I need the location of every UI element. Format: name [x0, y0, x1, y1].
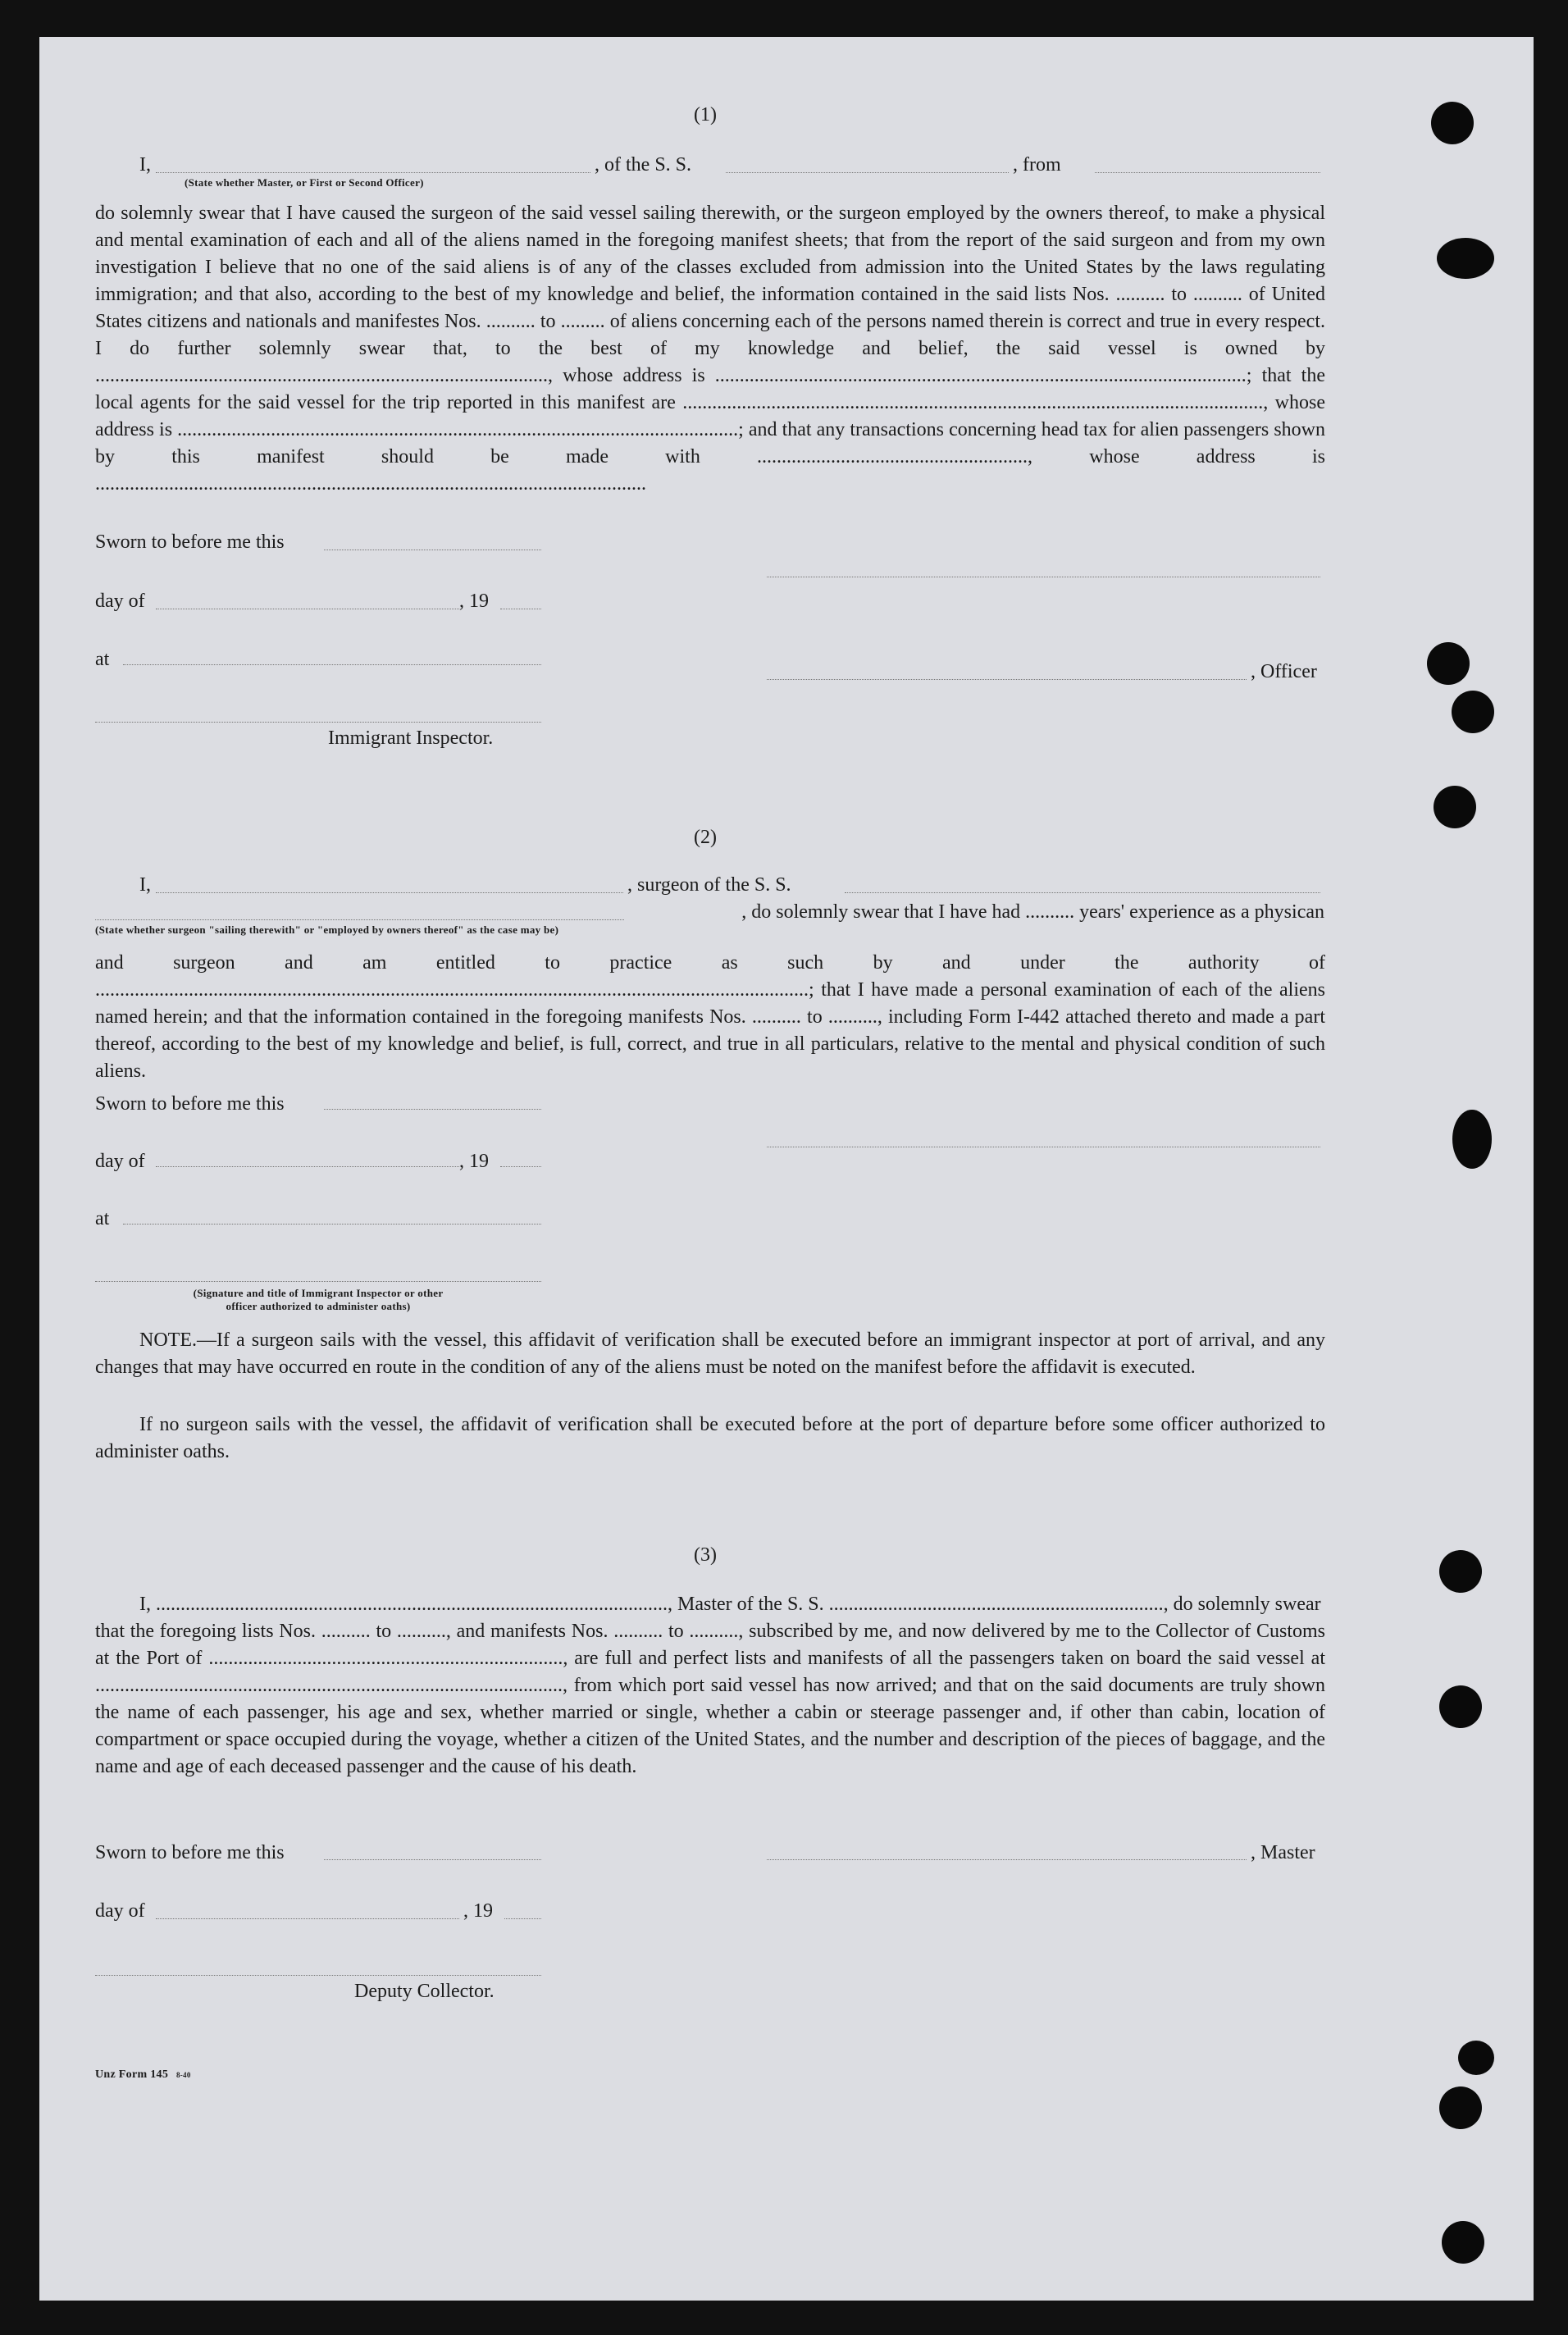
section-number: (2) — [694, 827, 717, 848]
at-label: at — [95, 1208, 110, 1229]
day-label: day of — [95, 1900, 145, 1922]
port-from-field[interactable] — [1095, 172, 1320, 173]
year-label: , 19 — [463, 1900, 493, 1922]
line-label: , surgeon of the S. S. — [627, 874, 791, 896]
inspector-signature-line[interactable] — [95, 1281, 541, 1282]
sworn-label: Sworn to before me this — [95, 1093, 285, 1115]
master-label: , Master — [1251, 1842, 1315, 1863]
field-note: (State whether Master, or First or Second Officer) — [185, 176, 424, 189]
sworn-label: Sworn to before me this — [95, 1842, 285, 1863]
form-name: Unz Form 145 — [95, 2068, 169, 2081]
officer-signature-line[interactable] — [767, 679, 1247, 680]
experience-line: , do solemnly swear that I have had .......... years' experience as a physican — [741, 901, 1324, 923]
section-number: (3) — [694, 1544, 717, 1566]
form-date: 8-40 — [175, 2071, 191, 2079]
year-field[interactable] — [500, 1166, 541, 1167]
signature-note: (Signature and title of Immigrant Inspector or other — [193, 1287, 444, 1299]
punch-hole — [1439, 1685, 1482, 1728]
surgeon-paragraph: and surgeon and am entitled to practice as such by and under the authority of .................................................................................................................................................; that I have made a personal examination of each of the aliens named herein; and that the information contained in the foregoing manifests Nos. .......... to .........., including Form I-442 attached thereto and made a part thereof, according to the best of my knowledge and belief, is full, correct, and true in all particulars, relative to the mental and physical condition of such aliens. — [95, 952, 1325, 1082]
day-field[interactable] — [156, 1166, 459, 1167]
officer-name-field[interactable] — [156, 172, 590, 173]
line-label: I, — [139, 154, 151, 176]
punch-hole — [1458, 2041, 1494, 2075]
punch-hole — [1439, 1550, 1482, 1593]
year-label: , 19 — [459, 591, 489, 612]
punch-hole — [1427, 642, 1470, 685]
surgeon-status-field[interactable] — [95, 919, 624, 920]
vessel-name-field[interactable] — [845, 892, 1320, 893]
vessel-name-field[interactable] — [726, 172, 1009, 173]
punch-hole — [1452, 691, 1494, 733]
collector-label: Deputy Collector. — [354, 1981, 495, 2002]
punch-hole — [1452, 1110, 1492, 1169]
master-line: I, ........................................................................................................, Master of the S. S. ...................................................................., do solemnly swear — [139, 1594, 1321, 1615]
place-field[interactable] — [123, 664, 541, 665]
signature-note: officer authorized to administer oaths) — [226, 1300, 411, 1312]
line-label: , from — [1013, 154, 1061, 176]
line-label: I, — [139, 874, 151, 896]
note-paragraph: If no surgeon sails with the vessel, the affidavit of verification shall be executed before at the port of departure before some officer authorized to administer oaths. — [95, 1414, 1325, 1462]
punch-hole — [1442, 2221, 1484, 2264]
master-paragraph: that the foregoing lists Nos. .......... to .........., and manifests Nos. .......... to .........., subscribed by me, and now delivered by me to the Collector of Customs at the Port of ........................................................................, are full and perfect lists and manifests of all the passengers taken on board the said vessel at ..............................................................................................., from which port said vessel has now arrived; and that on the said documents are truly shown the name of each passenger, his age and sex, whether married or single, whether a cabin or steerage passenger and, if other than cabin, location of compartment or space occupied during the voyage, whether a citizen of the United States, and the number and description of the pieces of baggage, and the name and age of each deceased passenger and the cause of his death. — [95, 1621, 1325, 1777]
line-label: , of the S. S. — [595, 154, 692, 176]
place-field[interactable] — [123, 1224, 541, 1225]
section-number: (1) — [694, 104, 717, 125]
officer-label: , Officer — [1251, 661, 1317, 682]
sworn-label: Sworn to before me this — [95, 531, 285, 553]
sworn-date-field[interactable] — [324, 1859, 541, 1860]
punch-hole — [1434, 786, 1476, 828]
punch-hole — [1431, 102, 1474, 144]
field-note: (State whether surgeon "sailing therewith" or "employed by owners thereof" as the case may be) — [95, 924, 559, 936]
master-signature-line[interactable] — [767, 1859, 1247, 1860]
year-field[interactable] — [504, 1918, 541, 1919]
day-label: day of — [95, 1151, 145, 1172]
inspector-signature-line[interactable] — [95, 722, 541, 723]
collector-signature-line[interactable] — [95, 1975, 541, 1976]
sworn-date-field[interactable] — [324, 1109, 541, 1110]
punch-hole — [1439, 2086, 1482, 2129]
year-label: , 19 — [459, 1151, 489, 1172]
day-field[interactable] — [156, 1918, 459, 1919]
oath-paragraph: do solemnly swear that I have caused the surgeon of the said vessel sailing therewith, or the surgeon employed by the owners thereof, to make a physical and mental examination of each and all of the aliens named in the foregoing manifest sheets; that from the report of the said surgeon and from my own investigation I believe that no one of the said aliens is of any of the classes excluded from admission into the United States by the laws regulating immigration; and that also, according to the best of my knowledge and belief, the information contained in the said lists Nos. .......... to .......... of United States citizens and nationals and manifestes Nos. .......... to ......... of aliens concerning each of the persons named therein is correct and true in every respect. I do further solemnly swear that, to the best of my knowledge and belief, the said vessel is owned by ............................................................................................, whose address is ............................................................................................................; that the local agents for the said vessel for the trip reported in this manifest are ......................................................................................................................, whose address is ..................................................................................................................; and that any transactions concerning head tax for alien passengers shown by this manifest should be made with ......................................................., whose address is ................................................................................................................ — [95, 203, 1325, 495]
form-number — [95, 2068, 191, 2082]
punch-hole — [1437, 238, 1494, 279]
day-label: day of — [95, 591, 145, 612]
inspector-label: Immigrant Inspector. — [328, 727, 494, 749]
at-label: at — [95, 649, 110, 670]
surgeon-name-field[interactable] — [156, 892, 623, 893]
note-paragraph: NOTE.—If a surgeon sails with the vessel, this affidavit of verification shall be executed before an immigrant inspector at port of arrival, and any changes that may have occurred en route in the condition of any of the aliens must be noted on the manifest before the affidavit is executed. — [95, 1329, 1325, 1378]
